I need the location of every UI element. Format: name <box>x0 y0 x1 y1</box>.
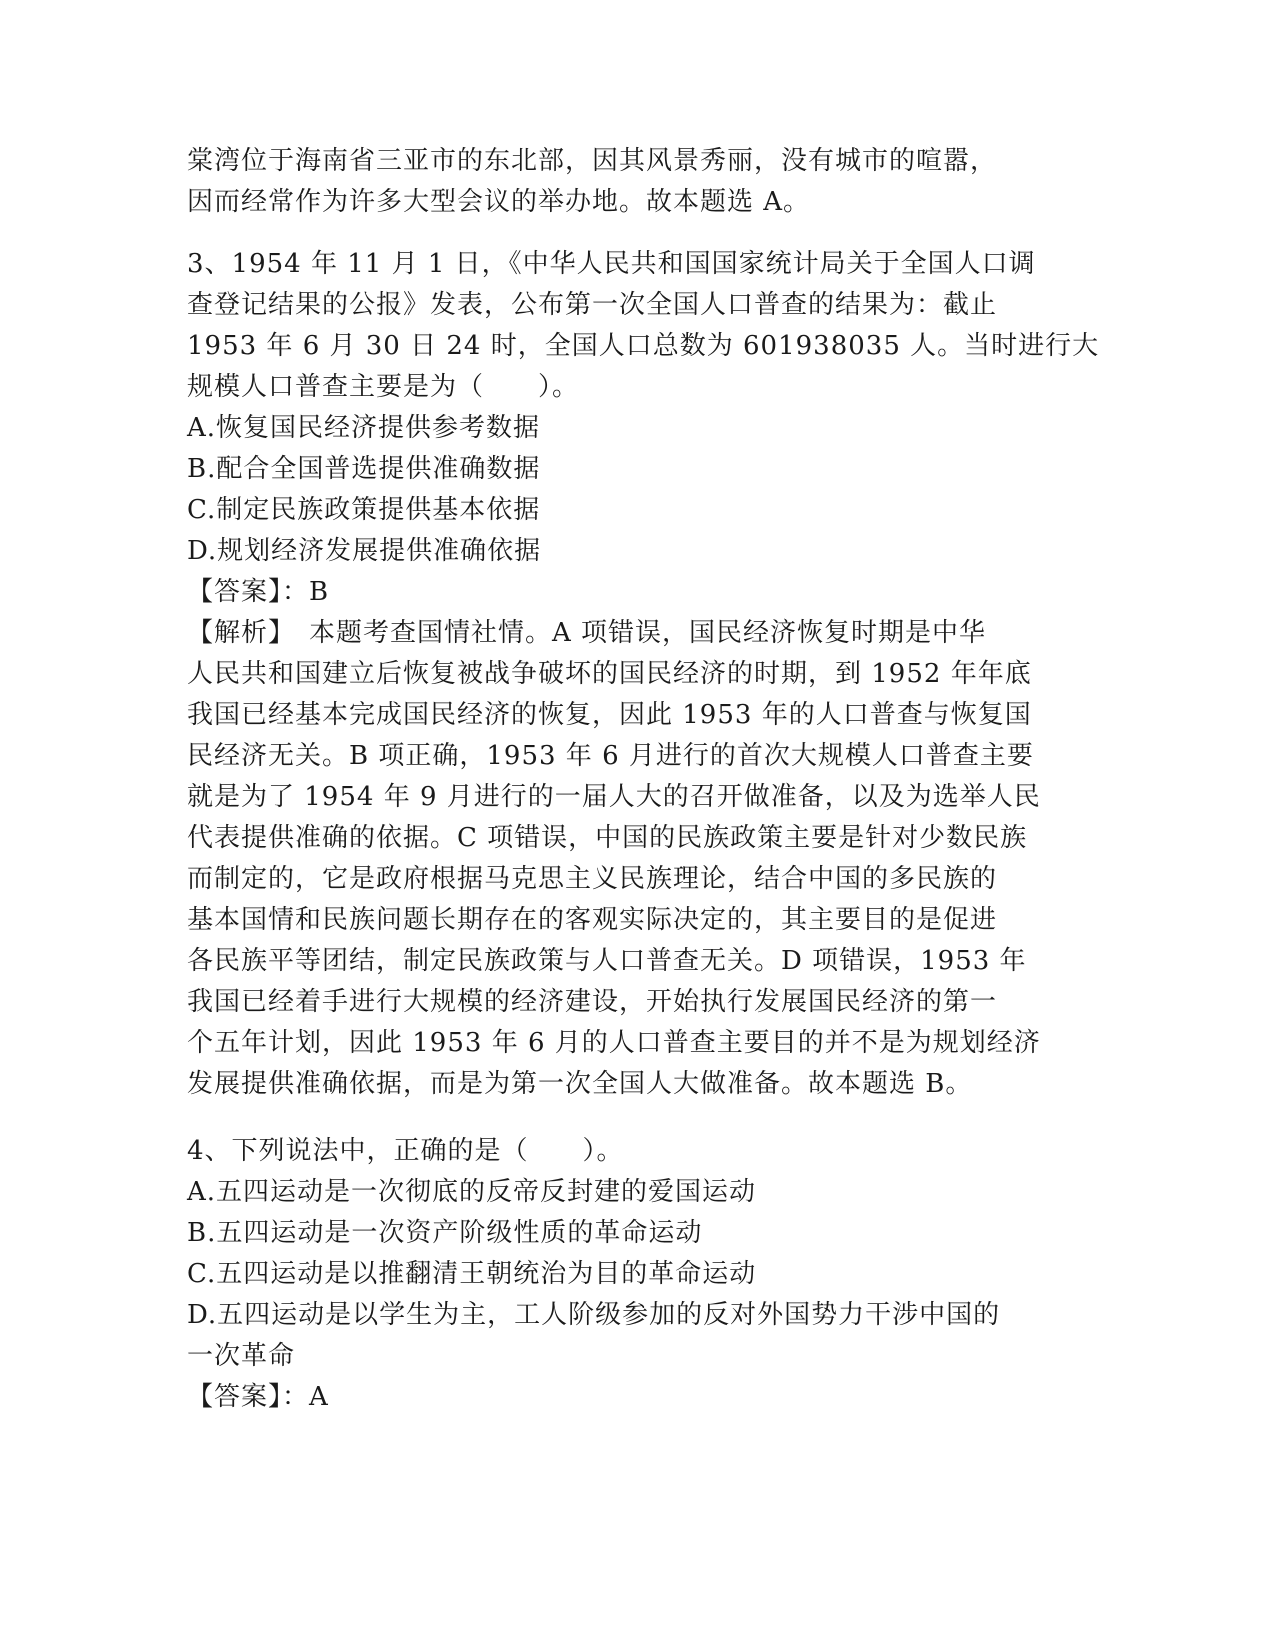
q4-option-a: A.五四运动是一次彻底的反帝反封建的爱国运动 <box>187 1177 757 1207</box>
q3-analysis-line: 我国已经基本完成国民经济的恢复，因此 1953 年的人口普查与恢复国 <box>187 700 1032 730</box>
q4-option-d-continued: 一次革命 <box>187 1341 296 1371</box>
q4-option-d: D.五四运动是以学生为主，工人阶级参加的反对外国势力干涉中国的 <box>187 1300 1001 1330</box>
q3-option-a: A.恢复国民经济提供参考数据 <box>187 413 541 443</box>
previous-analysis-line: 因而经常作为许多大型会议的举办地。故本题选 A。 <box>187 187 811 217</box>
q3-analysis-line: 代表提供准确的依据。C 项错误，中国的民族政策主要是针对少数民族 <box>187 823 1028 853</box>
q3-option-b: B.配合全国普选提供准确数据 <box>187 454 541 484</box>
q3-analysis-line: 各民族平等团结，制定民族政策与人口普查无关。D 项错误，1953 年 <box>187 946 1027 976</box>
q3-stem-line: 规模人口普查主要是为（ ）。 <box>187 372 580 402</box>
q3-analysis-line: 发展提供准确依据，而是为第一次全国人大做准备。故本题选 B。 <box>187 1069 973 1099</box>
q3-stem-line: 3、1954 年 11 月 1 日，《中华人民共和国国家统计局关于全国人口调 <box>187 249 1036 279</box>
q4-answer: 【答案】：A <box>187 1382 329 1412</box>
q4-option-c: C.五四运动是以推翻清王朝统治为目的革命运动 <box>187 1259 757 1289</box>
q3-analysis-line: 人民共和国建立后恢复被战争破坏的国民经济的时期，到 1952 年年底 <box>187 659 1032 689</box>
q4-stem: 4、下列说法中，正确的是（ ）。 <box>187 1136 624 1166</box>
q3-analysis-line: 民经济无关。B 项正确，1953 年 6 月进行的首次大规模人口普查主要 <box>187 741 1034 771</box>
q3-analysis-line: 基本国情和民族问题长期存在的客观实际决定的，其主要目的是促进 <box>187 905 998 935</box>
q3-answer: 【答案】：B <box>187 577 330 607</box>
q4-option-b: B.五四运动是一次资产阶级性质的革命运动 <box>187 1218 703 1248</box>
q3-analysis-line: 就是为了 1954 年 9 月进行的一届人大的召开做准备，以及为选举人民 <box>187 782 1041 812</box>
q3-option-d: D.规划经济发展提供准确依据 <box>187 536 542 566</box>
q3-analysis-line: 个五年计划，因此 1953 年 6 月的人口普查主要目的并不是为规划经济 <box>187 1028 1041 1058</box>
q3-option-c: C.制定民族政策提供基本依据 <box>187 495 541 525</box>
previous-analysis-line: 棠湾位于海南省三亚市的东北部，因其风景秀丽，没有城市的喧嚣， <box>187 146 998 176</box>
q3-stem-line: 查登记结果的公报》发表，公布第一次全国人口普查的结果为：截止 <box>187 290 998 320</box>
q3-stem-line: 1953 年 6 月 30 日 24 时，全国人口总数为 601938035 人。当时进行大 <box>187 331 1100 361</box>
q3-analysis-line: 我国已经着手进行大规模的经济建设，开始执行发展国民经济的第一 <box>187 987 998 1017</box>
q3-analysis-line: 而制定的，它是政府根据马克思主义民族理论，结合中国的多民族的 <box>187 864 998 894</box>
q3-analysis-line: 【解析】 本题考查国情社情。A 项错误，国民经济恢复时期是中华 <box>187 618 987 648</box>
